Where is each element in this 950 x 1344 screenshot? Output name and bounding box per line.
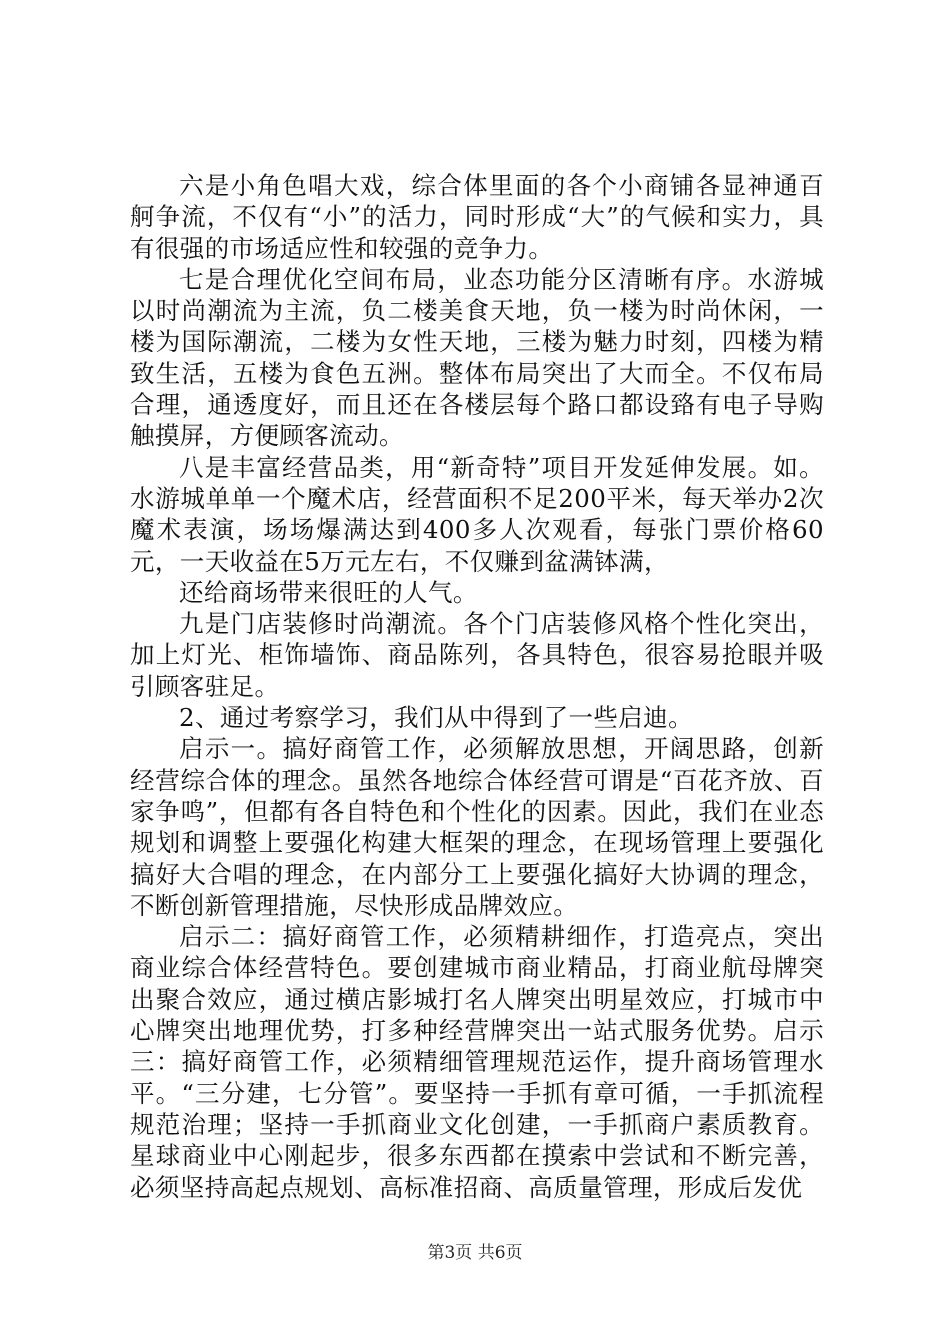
page-footer: 第3页 共6页 (427, 1243, 523, 1263)
paragraph-7: 七是合理优化空间布局，业态功能分区清晰有序。水游城以时尚潮流为主流，负二楼美食天地，负一楼为时尚休闲，一楼为国际潮流，二楼为女性天地，三楼为魅力时刻，四楼为精致生活，五楼为食色五洲。整体布局突出了大而全。不仅布局合理，通透度好，而且还在各楼层每个路口都设臵有电子导购触摸屏，方便顾客流动。 (130, 264, 824, 451)
paragraph-insight-1: 启示一。搞好商管工作，必须解放思想，开阔思路，创新经营综合体的理念。虽然各地综合体经营可谓是“百花齐放、百家争鸣”，但都有各自特色和个性化的因素。因此，我们在业态规划和调整上要强化构建大框架的理念，在现场管理上要强化搞好大合唱的理念，在内部分工上要强化搞好大协调的理念，不断创新管理措施，尽快形成品牌效应。 (130, 734, 824, 920)
paragraph-8: 八是丰富经营品类，用“新奇特”项目开发延伸发展。如。水游城单单一个魔术店，经营面积不足200平米，每天举办2次魔术表演，场场爆满达到400多人次观看，每张门票价格60元，一天收益在5万元左右，不仅赚到盆满钵满， (130, 452, 824, 576)
section-heading-2: 2、通过考察学习，我们从中得到了一些启迪。 (179, 703, 693, 733)
document-body (130, 170, 824, 1203)
paragraph-8-continued: 还给商场带来很旺的人气。 (179, 577, 478, 607)
paragraph-9: 九是门店装修时尚潮流。各个门店装修风格个性化突出，加上灯光、柜饰墙饰、商品陈列，各具特色，很容易抢眼并吸引顾客驻足。 (130, 609, 824, 701)
paragraph-6: 六是小角色唱大戏，综合体里面的各个小商铺各显神通百舸争流，不仅有“小”的活力，同时形成“大”的气候和实力，具有很强的市场适应性和较强的竞争力。 (130, 171, 824, 263)
paragraph-insight-2: 启示二：搞好商管工作，必须精耕细作，打造亮点，突出商业综合体经营特色。要创建城市商业精品，打商业航母牌突出聚合效应，通过横店影城打名人牌突出明星效应，打城市中心牌突出地理优势，打多种经营牌突出一站式服务优势。启示三：搞好商管工作，必须精细管理规范运作，提升商场管理水平。“三分建，七分管”。要坚持一手抓有章可循，一手抓流程规范治理；坚持一手抓商业文化创建，一手抓商户素质教育。星球商业中心刚起步，很多东西都在摸索中尝试和不断完善，必须坚持高起点规划、高标准招商、高质量管理，形成后发优 (130, 922, 824, 1202)
